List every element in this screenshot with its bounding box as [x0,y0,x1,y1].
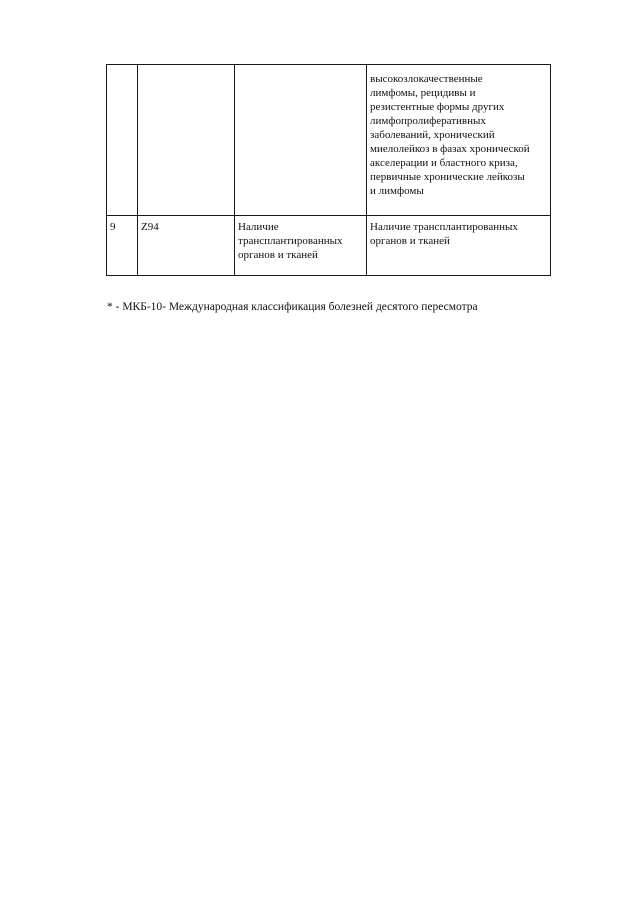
cell-condition [235,216,367,276]
cell-code [138,65,235,216]
description-line: высокозлокачественные [370,73,483,85]
cell-description [367,216,551,276]
description-line: первичные хронические лейкозы [370,171,525,183]
description-line: акселерации и бластного криза, [370,157,518,169]
description-line: резистентные формы других [370,101,505,113]
condition-line: трансплантированных [238,235,343,247]
description-line: лимфопролиферативных [370,115,486,127]
classification-table [106,64,551,276]
condition-line: Наличие [238,221,279,233]
description-line: органов и тканей [370,235,450,247]
description-line: и лимфомы [370,185,424,197]
cell-description [367,65,551,216]
table-row [107,65,551,216]
footnote: * - МКБ-10- Международная классификация болезней десятого пересмотра [107,301,478,313]
description-line: миелолейкоз в фазах хронической [370,143,530,155]
description-line: Наличие трансплантированных [370,221,518,233]
cell-num: 9 [107,216,138,276]
cell-code: Z94 [138,216,235,276]
cell-num [107,65,138,216]
cell-condition [235,65,367,216]
description-line: лимфомы, рецидивы и [370,87,476,99]
table-row [107,216,551,276]
condition-line: органов и тканей [238,249,318,261]
description-line: заболеваний, хронический [370,129,495,141]
